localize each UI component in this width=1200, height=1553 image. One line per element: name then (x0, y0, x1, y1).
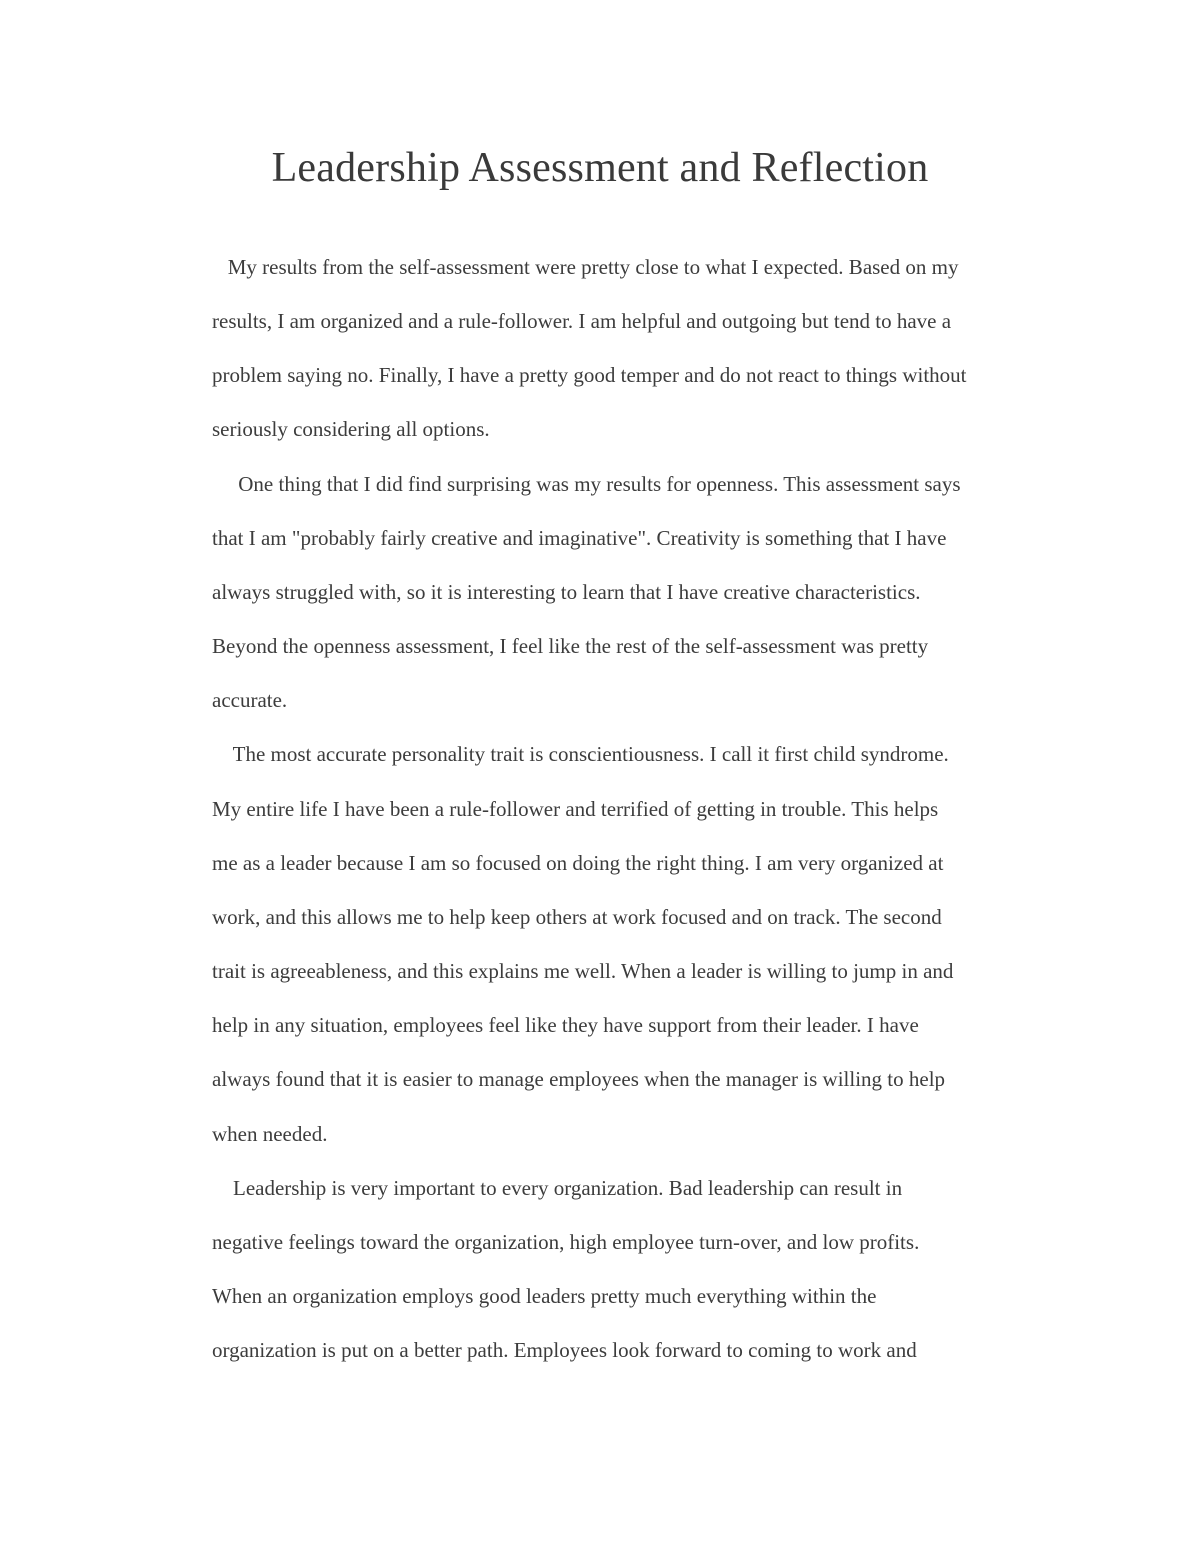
body-line: The most accurate personality trait is conscientiousness. I call it first child syndrome. (212, 742, 949, 766)
body-line: that I am "probably fairly creative and imaginative". Creativity is something that I have (212, 526, 947, 550)
body-line: Beyond the openness assessment, I feel like the rest of the self-assessment was pretty (212, 634, 929, 658)
body-line: negative feelings toward the organization, high employee turn-over, and low profits. (212, 1230, 920, 1254)
body-line: Leadership is very important to every organization. Bad leadership can result in (212, 1176, 903, 1200)
body-line: always found that it is easier to manage employees when the manager is willing to help (212, 1067, 946, 1091)
body-line: My entire life I have been a rule-follower and terrified of getting in trouble. This helps (212, 797, 939, 821)
body-line: when needed. (212, 1122, 328, 1146)
body-line: One thing that I did find surprising was my results for openness. This assessment says (212, 472, 961, 496)
body-line: accurate. (212, 688, 288, 712)
document-title: Leadership Assessment and Reflection (271, 145, 929, 191)
body-line: seriously considering all options. (212, 417, 490, 441)
body-line: work, and this allows me to help keep others at work focused and on track. The second (212, 905, 942, 929)
body-line: results, I am organized and a rule-follower. I am helpful and outgoing but tend to have a (212, 309, 952, 333)
body-line: me as a leader because I am so focused on doing the right thing. I am very organized at (212, 851, 944, 875)
body-line: trait is agreeableness, and this explains me well. When a leader is willing to jump in and (212, 959, 954, 983)
body-line: problem saying no. Finally, I have a pretty good temper and do not react to things without (212, 363, 967, 387)
body-line: organization is put on a better path. Employees look forward to coming to work and (212, 1338, 917, 1362)
body-line: When an organization employs good leaders pretty much everything within the (212, 1284, 877, 1308)
body-line: help in any situation, employees feel like they have support from their leader. I have (212, 1013, 919, 1037)
body-line: always struggled with, so it is interesting to learn that I have creative characteristics. (212, 580, 921, 604)
body-line: My results from the self-assessment were pretty close to what I expected. Based on my (212, 255, 959, 279)
